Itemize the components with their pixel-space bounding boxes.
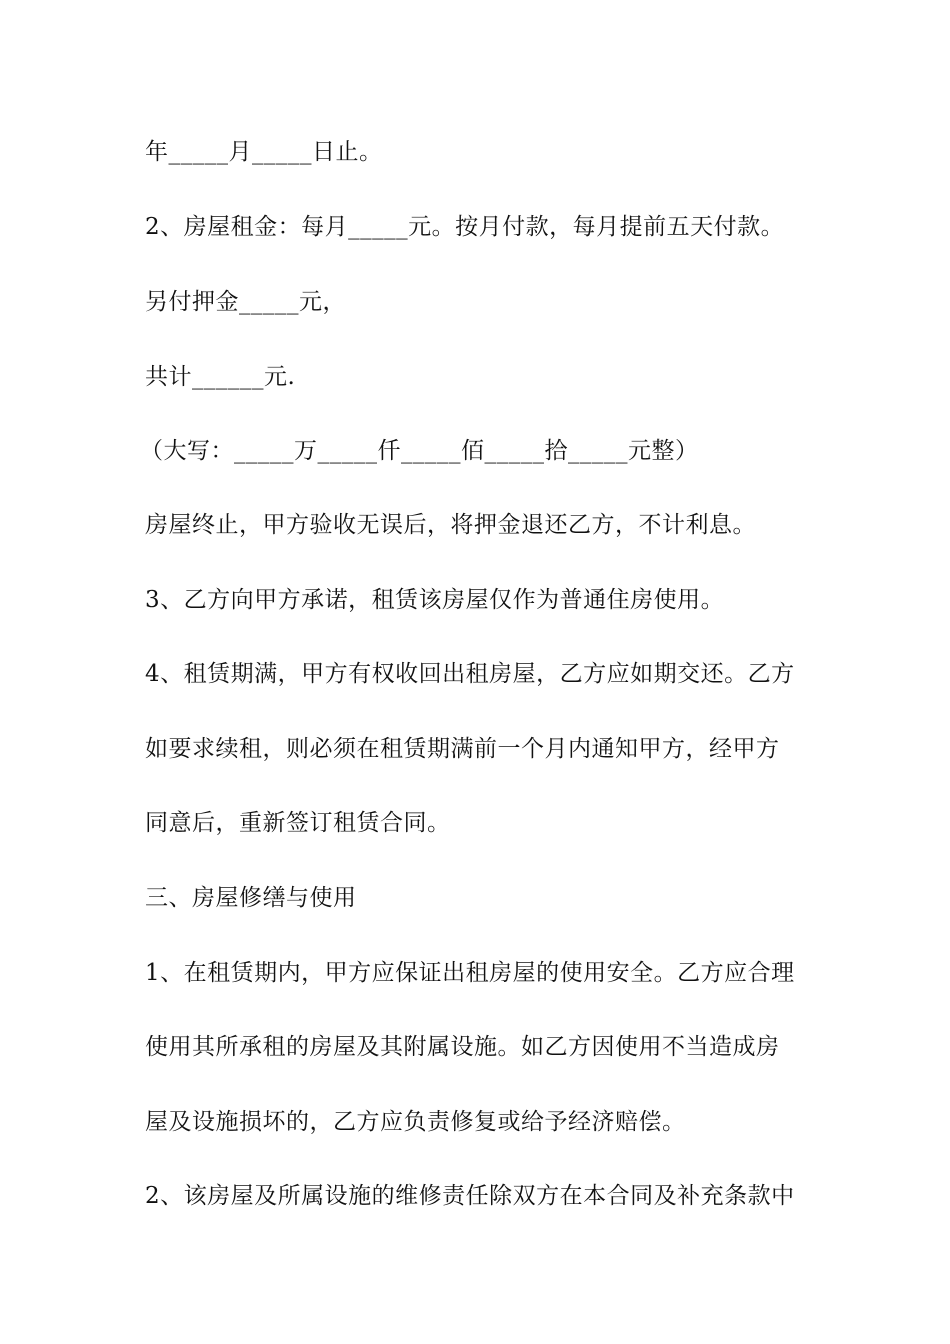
text-line: 另付押金_____元，: [145, 289, 346, 315]
text-line: （大写：_____万_____仟_____佰_____拾_____元整）: [140, 438, 699, 464]
text-line: 同意后，重新签订租赁合同。: [145, 810, 451, 836]
text-line: 年_____月_____日止。: [145, 139, 383, 165]
text-line: 共计______元.: [145, 364, 296, 390]
text-line: 如要求续租，则必须在租赁期满前一个月内通知甲方，经甲方: [145, 736, 780, 762]
text-line: 屋及设施损坏的，乙方应负责修复或给予经济赔偿。: [145, 1109, 686, 1135]
text-line: 4、租赁期满，甲方有权收回出租房屋，乙方应如期交还。乙方: [145, 661, 795, 687]
text-line: 使用其所承租的房屋及其附属设施。如乙方因使用不当造成房: [145, 1034, 780, 1060]
text-line: 3、乙方向甲方承诺，租赁该房屋仅作为普通住房使用。: [145, 587, 725, 613]
section-heading: 三、房屋修缮与使用: [145, 885, 357, 911]
text-line: 1、在租赁期内，甲方应保证出租房屋的使用安全。乙方应合理: [145, 960, 795, 986]
text-line: 2、房屋租金：每月_____元。按月付款，每月提前五天付款。: [145, 214, 785, 240]
text-line: 房屋终止，甲方验收无误后，将押金退还乙方，不计利息。: [145, 512, 756, 538]
text-line: 2、该房屋及所属设施的维修责任除双方在本合同及补充条款中: [145, 1183, 795, 1209]
